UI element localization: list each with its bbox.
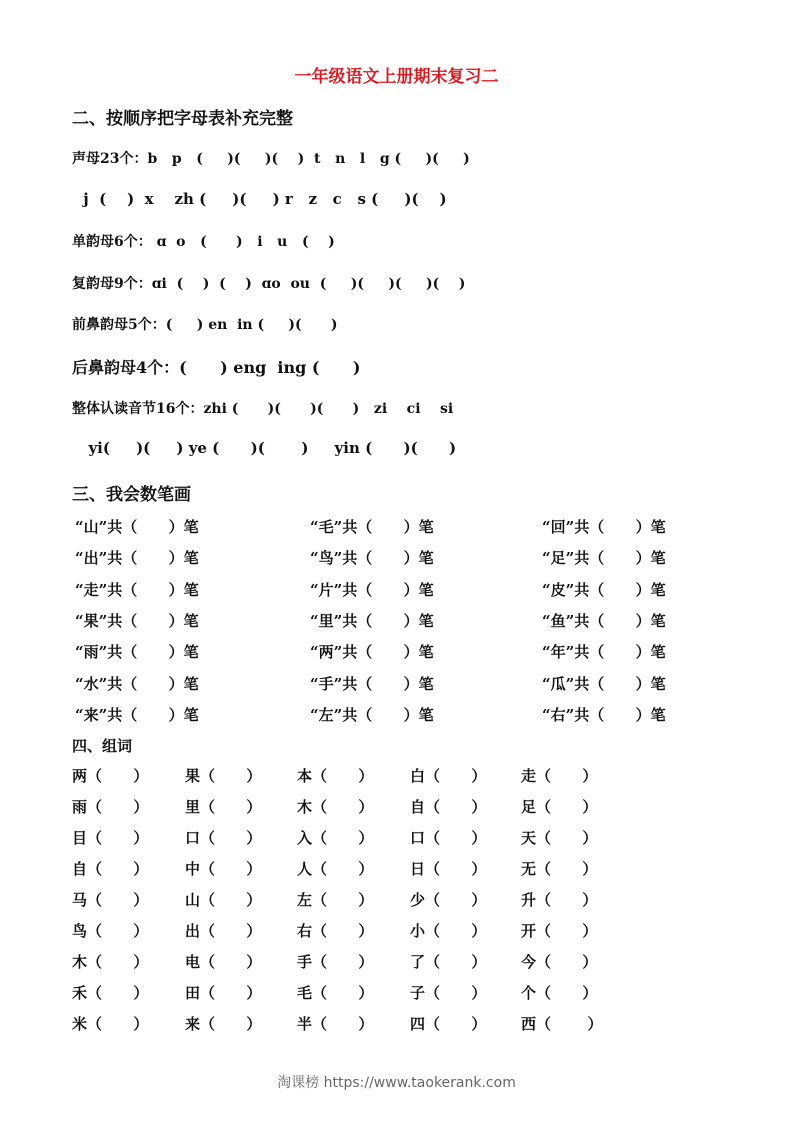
word-building-item: 口（ ） xyxy=(185,829,262,847)
stroke-count-item: “水”共（ ）笔 xyxy=(75,674,199,693)
pinyin-line-front-nasal: 前鼻韵母5个：( ) en in ( )( ) xyxy=(72,317,338,333)
word-building-item: 来（ ） xyxy=(185,1015,262,1033)
word-building-item: 白（ ） xyxy=(410,767,487,785)
pinyin-line-compound-finals: 复韵母9个：ɑi ( ) ( ) ɑo ou ( )( )( )( ) xyxy=(72,276,466,292)
stroke-count-item: “足”共（ ）笔 xyxy=(542,549,666,568)
word-building-item: 鸟（ ） xyxy=(72,922,149,940)
word-building-item: 入（ ） xyxy=(297,829,374,847)
word-building-item: 走（ ） xyxy=(521,767,598,785)
word-building-item: 本（ ） xyxy=(297,767,374,785)
pinyin-line-initials: 声母23个：b p ( )( )( ) t n l g ( )( ) xyxy=(72,151,470,167)
stroke-count-item: “瓜”共（ ）笔 xyxy=(542,674,666,693)
stroke-count-item: “左”共（ ）笔 xyxy=(310,705,434,724)
section-4-heading: 四、组词 xyxy=(72,737,133,755)
word-building-item: 果（ ） xyxy=(185,767,262,785)
word-building-item: 木（ ） xyxy=(72,953,149,971)
word-building-item: 手（ ） xyxy=(297,953,374,971)
stroke-count-item: “两”共（ ）笔 xyxy=(310,643,434,662)
stroke-count-item: “雨”共（ ）笔 xyxy=(75,643,199,662)
stroke-count-item: “片”共（ ）笔 xyxy=(310,580,434,599)
word-building-item: 里（ ） xyxy=(185,798,262,816)
stroke-count-item: “毛”共（ ）笔 xyxy=(310,518,434,536)
pinyin-line-initials-cont: j ( ) x zh ( )( ) r z c s ( )( ) xyxy=(78,190,447,208)
word-building-item: 左（ ） xyxy=(297,891,374,909)
stroke-count-item: “果”共（ ）笔 xyxy=(75,611,199,630)
stroke-count-item: “皮”共（ ）笔 xyxy=(542,580,666,599)
stroke-count-item: “鱼”共（ ）笔 xyxy=(542,611,666,630)
word-building-item: 子（ ） xyxy=(410,984,487,1002)
word-building-item: 半（ ） xyxy=(297,1015,374,1033)
stroke-count-item: “出”共（ ）笔 xyxy=(75,549,199,568)
word-building-item: 西（ ） xyxy=(521,1015,603,1033)
section-3-heading: 三、我会数笔画 xyxy=(72,485,191,505)
pinyin-line-simple-finals: 单韵母6个： ɑ o ( ) i u ( ) xyxy=(72,234,335,250)
word-building-item: 今（ ） xyxy=(521,953,598,971)
stroke-count-item: “手”共（ ）笔 xyxy=(310,674,434,693)
word-building-item: 自（ ） xyxy=(410,798,487,816)
word-building-item: 了（ ） xyxy=(410,953,487,971)
stroke-count-item: “走”共（ ）笔 xyxy=(75,580,199,599)
stroke-count-item: “来”共（ ）笔 xyxy=(75,705,199,724)
word-building-item: 天（ ） xyxy=(521,829,598,847)
word-building-item: 禾（ ） xyxy=(72,984,149,1002)
word-building-item: 电（ ） xyxy=(185,953,262,971)
word-building-item: 人（ ） xyxy=(297,860,374,878)
pinyin-line-whole-syllables-cont: yi( )( ) ye ( )( ) yin ( )( ) xyxy=(78,439,457,457)
word-building-item: 右（ ） xyxy=(297,922,374,940)
stroke-count-item: “鸟”共（ ）笔 xyxy=(310,549,434,568)
word-building-item: 四（ ） xyxy=(410,1015,487,1033)
word-building-item: 田（ ） xyxy=(185,984,262,1002)
section-2-heading: 二、按顺序把字母表补充完整 xyxy=(72,109,293,129)
word-building-item: 马（ ） xyxy=(72,891,149,909)
word-building-item: 个（ ） xyxy=(521,984,598,1002)
page-title: 一年级语文上册期末复习二 xyxy=(294,67,499,87)
word-building-item: 无（ ） xyxy=(521,860,598,878)
word-building-item: 中（ ） xyxy=(185,860,262,878)
word-building-item: 开（ ） xyxy=(521,922,598,940)
word-building-item: 日（ ） xyxy=(410,860,487,878)
stroke-count-item: “回”共（ ）笔 xyxy=(542,518,666,536)
pinyin-line-back-nasal: 后鼻韵母4个：( ) eng ing ( ) xyxy=(72,358,361,377)
stroke-count-item: “年”共（ ）笔 xyxy=(542,643,666,662)
stroke-count-item: “里”共（ ）笔 xyxy=(310,611,434,630)
stroke-count-item: “右”共（ ）笔 xyxy=(542,705,666,724)
footer-watermark: 淘课榜 https://www.taokerank.com xyxy=(277,1075,516,1091)
pinyin-line-whole-syllables: 整体认读音节16个：zhi ( )( )( ) zi ci si xyxy=(72,401,454,417)
word-building-item: 两（ ） xyxy=(72,767,149,785)
word-building-item: 出（ ） xyxy=(185,922,262,940)
word-building-item: 升（ ） xyxy=(521,891,598,909)
word-building-item: 毛（ ） xyxy=(297,984,374,1002)
word-building-item: 目（ ） xyxy=(72,829,149,847)
word-building-item: 米（ ） xyxy=(72,1015,149,1033)
word-building-item: 自（ ） xyxy=(72,860,149,878)
word-building-item: 足（ ） xyxy=(521,798,598,816)
word-building-item: 木（ ） xyxy=(297,798,374,816)
word-building-item: 少（ ） xyxy=(410,891,487,909)
word-building-item: 口（ ） xyxy=(410,829,487,847)
word-building-item: 山（ ） xyxy=(185,891,262,909)
word-building-item: 雨（ ） xyxy=(72,798,149,816)
stroke-count-item: “山”共（ ）笔 xyxy=(75,518,199,536)
word-building-item: 小（ ） xyxy=(410,922,487,940)
